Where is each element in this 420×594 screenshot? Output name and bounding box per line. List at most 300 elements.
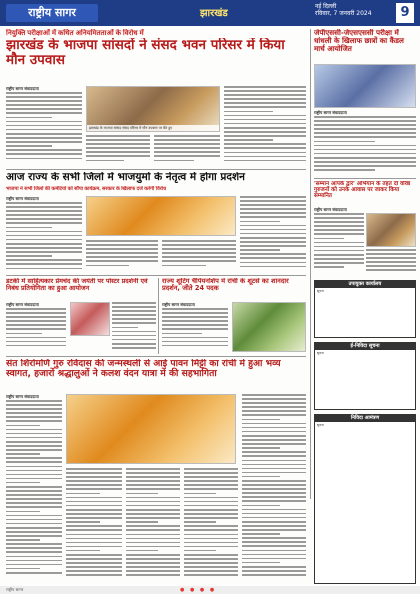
text-line (242, 558, 306, 560)
text-line (6, 498, 62, 500)
text-line (126, 505, 180, 507)
text-line (154, 147, 220, 149)
text-line (184, 488, 238, 490)
text-line (162, 333, 202, 335)
text-line (366, 249, 416, 251)
text-line (224, 90, 306, 92)
text-line (6, 206, 82, 208)
text-line (6, 121, 82, 123)
text-line (126, 509, 180, 511)
ravidas-photo (66, 394, 236, 464)
text-line (126, 513, 180, 515)
text-line (6, 255, 52, 257)
text-line (314, 266, 344, 268)
text-line (6, 572, 62, 574)
text-line (6, 470, 62, 472)
text-line (126, 497, 180, 499)
text-line (6, 214, 82, 216)
text-line (242, 541, 306, 543)
text-line (112, 310, 156, 312)
text-line (6, 474, 62, 476)
text-line (6, 482, 40, 484)
text-line (86, 155, 150, 157)
main-kicker: नियुक्ति परीक्षाओं में कथित अनियमितताओं के विरोध में (6, 30, 144, 37)
text-line (242, 500, 306, 502)
text-line (86, 244, 158, 246)
text-line (6, 222, 82, 224)
text-line (6, 239, 82, 241)
text-line (6, 202, 82, 204)
page-number: 9 (396, 3, 414, 23)
text-line (6, 210, 82, 212)
text-line (242, 505, 280, 507)
text-line (6, 133, 82, 135)
text-line (242, 398, 306, 400)
text-line (314, 233, 364, 235)
text-line (6, 112, 82, 114)
text-line (6, 543, 62, 545)
text-line (66, 484, 122, 486)
text-line (314, 242, 364, 244)
text-line (66, 558, 122, 560)
text-line (112, 302, 156, 304)
text-line (6, 243, 82, 245)
text-line (314, 141, 375, 143)
text-line (162, 328, 228, 330)
text-line (184, 566, 238, 568)
text-line (314, 165, 416, 167)
text-line (366, 261, 416, 263)
text-line (242, 435, 306, 437)
text-line (126, 570, 180, 572)
text-line (162, 244, 236, 246)
text-line (6, 539, 40, 541)
text-line (112, 347, 156, 349)
text-line (240, 216, 306, 218)
ravidas-body-col3 (126, 468, 180, 580)
protest-photo (86, 196, 236, 236)
ravidas-body-col2 (66, 468, 122, 580)
text-line (86, 135, 150, 137)
text-line (242, 439, 306, 441)
text-line (314, 116, 416, 118)
protest-headline: आज राज्य के सभी जिलों में भाजयुमो के नेतृत्व में होगा प्रदर्शन (6, 172, 245, 183)
text-line (314, 132, 416, 134)
text-line (366, 269, 416, 271)
text-line (126, 484, 180, 486)
text-line (162, 252, 236, 254)
text-line (6, 416, 62, 418)
text-line (242, 455, 306, 457)
text-line (314, 217, 364, 219)
text-line (126, 529, 180, 531)
text-line (224, 156, 306, 158)
text-line (240, 200, 306, 202)
text-line (240, 225, 306, 227)
text-line (242, 545, 306, 547)
protest-subhead: भाजपा ने सभी जिलों की कमेटियों को सौंपा कार्यक्रम, सरकार के खिलाफ दर्ज करेगी विरोध (6, 186, 167, 192)
rule (314, 178, 416, 179)
poster-body-col2 (112, 302, 156, 352)
protest-byline: राष्ट्रीय सागर संवाददाता (6, 196, 39, 201)
text-line (184, 562, 238, 564)
text-line (242, 410, 306, 412)
text-line (242, 570, 306, 572)
text-line (86, 256, 158, 258)
masthead (0, 0, 420, 26)
text-line (6, 486, 62, 488)
text-line (86, 252, 158, 254)
text-line (66, 542, 122, 544)
text-line (240, 196, 306, 198)
sports-body (162, 308, 228, 352)
text-line (66, 529, 122, 531)
text-line (240, 208, 306, 210)
ravidas-body-col4 (184, 468, 238, 580)
text-line (224, 106, 306, 108)
text-line (184, 501, 238, 503)
text-line (6, 457, 62, 459)
text-line (6, 404, 62, 406)
text-line (184, 574, 238, 576)
text-line (242, 419, 280, 421)
text-line (366, 265, 416, 267)
text-line (242, 513, 306, 515)
protest-body-col1 (6, 202, 82, 272)
column-rule (310, 29, 311, 499)
text-line (66, 525, 122, 527)
text-line (66, 517, 122, 519)
text-line (242, 537, 306, 539)
text-line (224, 86, 306, 88)
dateline (315, 3, 372, 17)
ad-title: उपायुक्त कार्यालय (315, 281, 415, 288)
text-line (6, 511, 40, 513)
text-line (6, 551, 62, 553)
text-line (242, 460, 306, 462)
text-line (6, 506, 62, 508)
text-line (242, 472, 306, 474)
text-line (154, 135, 220, 137)
ravidas-body-col5 (242, 394, 306, 580)
text-line (6, 117, 52, 119)
text-line (242, 533, 280, 535)
text-line (6, 531, 62, 533)
text-line (126, 550, 158, 552)
text-line (6, 137, 82, 139)
text-line (126, 546, 180, 548)
text-line (162, 240, 236, 242)
text-line (366, 257, 416, 259)
text-line (240, 233, 306, 235)
text-line (6, 400, 62, 402)
text-line (314, 246, 364, 248)
text-line (314, 254, 364, 256)
text-line (314, 229, 364, 231)
text-line (240, 253, 306, 255)
text-line (242, 550, 306, 552)
text-line (6, 429, 62, 431)
honour-byline: राष्ट्रीय सागर संवाददाता (314, 207, 347, 212)
text-line (242, 402, 306, 404)
main-photo (86, 86, 220, 132)
text-line (66, 501, 122, 503)
text-line (66, 513, 122, 515)
text-line (224, 98, 306, 100)
text-line (86, 143, 150, 145)
text-line (314, 238, 344, 240)
text-line (242, 431, 306, 433)
text-line (126, 472, 180, 474)
protest-body-col2 (86, 240, 158, 272)
text-line (224, 94, 306, 96)
text-line (314, 145, 416, 147)
text-line (6, 412, 62, 414)
text-line (66, 566, 122, 568)
poster-headline: डटकी में साहित्यकार प्रेमचंद की जयंती पर पोस्टर प्रदर्शनी एवं निबंध प्रतियोगिता का हुआ आयोजन (6, 278, 148, 292)
text-line (6, 100, 82, 102)
text-line (6, 227, 52, 229)
text-line (162, 341, 228, 343)
text-line (86, 139, 150, 141)
text-line (366, 253, 416, 255)
text-line (224, 147, 306, 149)
main-body-col3 (154, 135, 220, 165)
text-line (66, 550, 100, 552)
text-line (86, 248, 158, 250)
text-line (6, 108, 82, 110)
text-line (6, 324, 66, 326)
text-line (162, 316, 228, 318)
text-line (224, 102, 306, 104)
main-body-col1 (6, 92, 82, 162)
text-line (66, 546, 122, 548)
text-line (6, 104, 82, 106)
text-line (6, 547, 62, 549)
text-line (242, 423, 306, 425)
text-line (242, 414, 306, 416)
ad-notice-3 (314, 414, 416, 584)
text-line (154, 143, 220, 145)
text-line (242, 468, 306, 470)
text-line (6, 420, 62, 422)
text-line (184, 480, 238, 482)
text-line (6, 268, 82, 270)
main-photo-caption: झारखंड के भाजपा सांसद संसद परिसर में मौन उपवास पर बैठे हुए (87, 125, 219, 131)
text-line (6, 263, 82, 265)
text-line (6, 461, 62, 463)
text-line (126, 493, 158, 495)
text-line (242, 492, 306, 494)
city: नई दिल्ली (315, 3, 337, 10)
text-line (162, 248, 236, 250)
ad-title: ई-निविदा सूचना (315, 343, 415, 350)
text-line (6, 445, 62, 447)
text-line (6, 316, 66, 318)
text-line (314, 157, 416, 159)
text-line (242, 406, 306, 408)
ravidas-headline: संत शिरोमणि गुरु रविदास की जन्मस्थली से आई पावन मिट्टी का रांची में हुआ भव्य स्वागत, हजारों श्रद्धालुओं ने कलश वंदन यात्रा में की सहभागिता (6, 359, 281, 379)
text-line (6, 320, 66, 322)
text-line (112, 306, 156, 308)
text-line (184, 529, 238, 531)
text-line (6, 259, 82, 261)
ravidas-body-col1 (6, 400, 62, 580)
ad-body: सूचना (317, 351, 324, 355)
text-line (154, 160, 194, 162)
text-line (66, 538, 122, 540)
text-line (66, 570, 122, 572)
text-line (6, 466, 62, 468)
text-line (6, 218, 82, 220)
text-line (126, 521, 158, 523)
text-line (242, 525, 306, 527)
text-line (66, 497, 122, 499)
text-line (184, 513, 238, 515)
text-line (314, 128, 416, 130)
text-line (242, 488, 306, 490)
honour-body-col2 (366, 249, 416, 275)
text-line (66, 472, 122, 474)
text-line (242, 427, 306, 429)
text-line (6, 92, 82, 94)
ad-title: निविदा आमंत्रण (315, 415, 415, 422)
text-line (184, 538, 238, 540)
text-line (184, 525, 238, 527)
text-line (224, 160, 306, 162)
sports-headline: राज्य शूटिंग चैंपियनशिप में रांची के शूटर्स का शानदार प्रदर्शन, जीते 24 पदक (162, 278, 289, 293)
poster-body-col1 (6, 308, 66, 352)
poster-byline: राष्ट्रीय सागर संवाददाता (6, 302, 39, 307)
text-line (224, 152, 306, 154)
text-line (112, 322, 156, 324)
text-line (240, 262, 306, 264)
text-line (184, 517, 238, 519)
text-line (86, 265, 129, 267)
text-line (112, 335, 156, 337)
text-line (6, 437, 62, 439)
text-line (240, 257, 306, 259)
text-line (184, 505, 238, 507)
text-line (6, 235, 82, 237)
text-line (6, 312, 66, 314)
text-line (184, 497, 238, 499)
text-line (240, 237, 306, 239)
text-line (86, 147, 150, 149)
text-line (184, 521, 216, 523)
text-line (224, 115, 306, 117)
honour-body-col1 (314, 213, 364, 273)
text-line (242, 394, 306, 396)
text-line (162, 260, 236, 262)
main-body-col4 (224, 86, 306, 166)
text-line (314, 161, 416, 163)
text-line (66, 574, 122, 576)
text-line (242, 574, 306, 576)
text-line (66, 554, 122, 556)
text-line (126, 554, 180, 556)
text-line (242, 517, 306, 519)
text-line (6, 231, 82, 233)
text-line (66, 521, 100, 523)
text-line (6, 502, 62, 504)
text-line (66, 505, 122, 507)
text-line (162, 324, 228, 326)
text-line (126, 480, 180, 482)
text-line (162, 265, 206, 267)
text-line (184, 550, 216, 552)
date: रविवार, 7 जनवरी 2024 (315, 10, 372, 17)
text-line (6, 158, 82, 160)
protest-body-col4 (240, 196, 306, 272)
text-line (314, 153, 416, 155)
brand-logo: राष्ट्रीय सागर (6, 4, 98, 22)
text-line (66, 488, 122, 490)
main-byline: राष्ट्रीय सागर संवाददाता (6, 86, 39, 91)
text-line (242, 484, 306, 486)
text-line (126, 538, 180, 540)
text-line (314, 136, 416, 138)
text-line (314, 169, 375, 171)
text-line (6, 96, 82, 98)
text-line (6, 153, 82, 155)
text-line (66, 509, 122, 511)
text-line (240, 266, 306, 268)
text-line (224, 135, 306, 137)
text-line (112, 343, 156, 345)
sports-byline: राष्ट्रीय सागर संवाददाता (162, 302, 195, 307)
text-line (184, 493, 216, 495)
text-line (66, 562, 122, 564)
text-line (242, 476, 280, 478)
main-body-col2 (86, 135, 150, 165)
text-line (242, 443, 306, 445)
text-line (242, 496, 306, 498)
text-line (66, 480, 122, 482)
text-line (314, 225, 364, 227)
text-line (162, 312, 228, 314)
text-line (154, 139, 220, 141)
text-line (6, 449, 62, 451)
candle-march-headline: जेपीएससी-जेएसएससी परीक्षा में धांधली के खिलाफ छात्रों का कैंडल मार्च आयोजित (314, 29, 404, 53)
text-line (314, 221, 364, 223)
text-line (6, 494, 62, 496)
text-line (184, 468, 238, 470)
text-line (6, 527, 62, 529)
text-line (242, 562, 280, 564)
text-line (314, 124, 416, 126)
rule (6, 169, 306, 170)
text-line (126, 488, 180, 490)
text-line (314, 149, 416, 151)
text-line (6, 564, 62, 566)
text-line (6, 433, 62, 435)
column-rule (158, 278, 159, 354)
text-line (184, 570, 238, 572)
text-line (242, 509, 306, 511)
text-line (6, 129, 82, 131)
text-line (242, 480, 306, 482)
text-line (66, 468, 122, 470)
text-line (126, 468, 180, 470)
poster-photo (70, 302, 110, 336)
text-line (224, 123, 306, 125)
text-line (184, 546, 238, 548)
text-line (314, 262, 364, 264)
text-line (6, 515, 62, 517)
text-line (240, 204, 306, 206)
text-line (314, 120, 416, 122)
